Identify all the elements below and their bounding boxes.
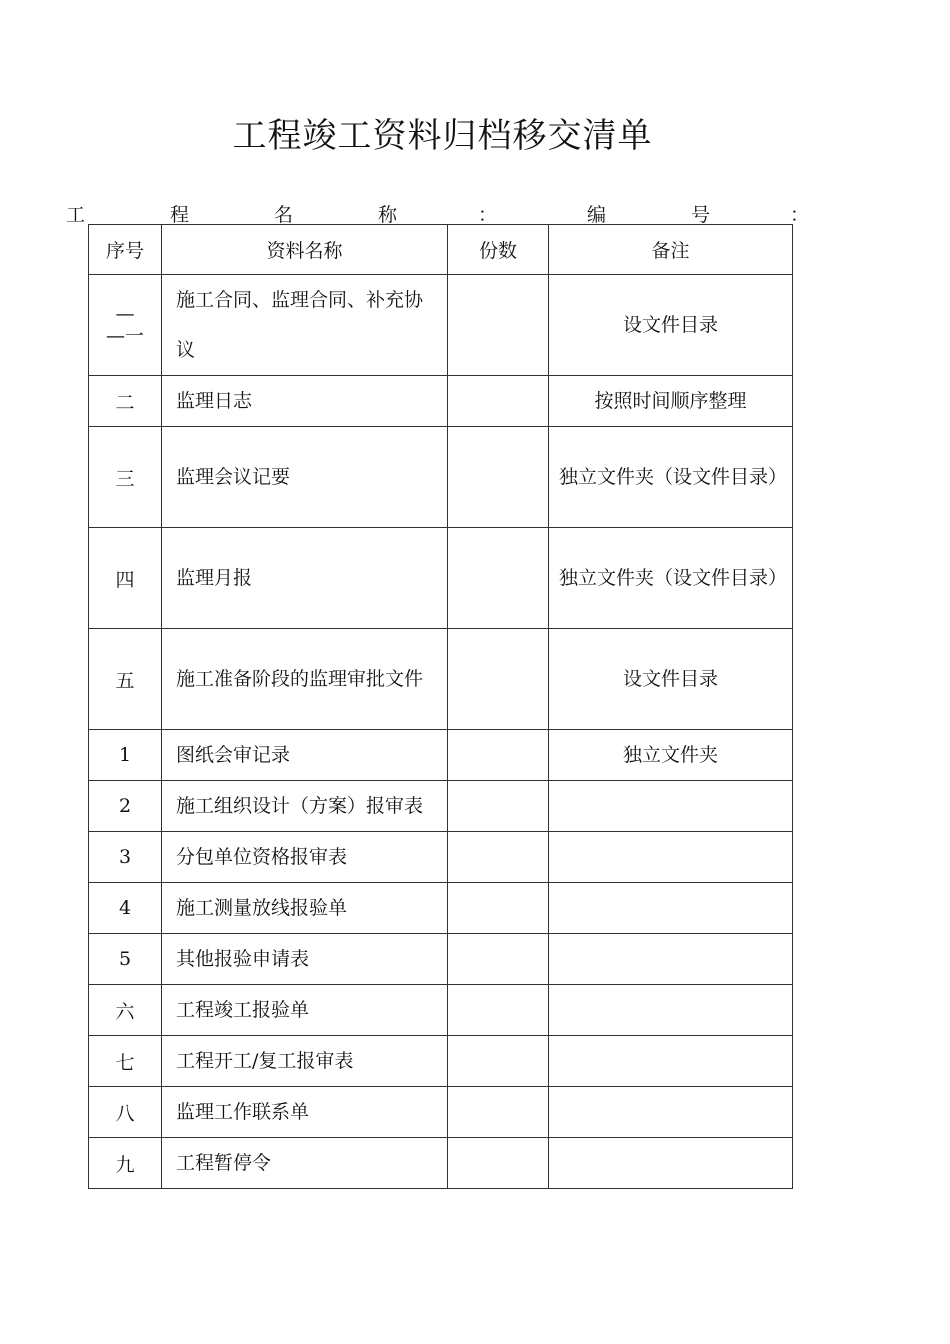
row-note — [549, 985, 793, 1036]
table-row — [89, 275, 793, 376]
row-seq: 5 — [89, 934, 162, 985]
header-note: 备注 — [549, 225, 793, 275]
row-name: 监理工作联系单 — [162, 1087, 448, 1138]
table-row — [89, 985, 793, 1036]
row-note: 设文件目录 — [549, 629, 793, 730]
row-count — [448, 376, 549, 427]
table-row — [89, 629, 793, 730]
table-row — [89, 1138, 793, 1189]
row-name: 工程开工/复工报审表 — [162, 1036, 448, 1087]
row-count — [448, 781, 549, 832]
row-seq: 二 — [89, 376, 162, 427]
archive-table — [88, 224, 793, 1189]
header-name: 资料名称 — [162, 225, 448, 275]
row-name: 监理会议记要 — [162, 427, 448, 528]
row-note: 独立文件夹（设文件目录） — [549, 427, 793, 528]
row-count — [448, 934, 549, 985]
row-count — [448, 528, 549, 629]
row-note — [549, 781, 793, 832]
info-char: 称 — [378, 204, 398, 226]
row-count — [448, 1138, 549, 1189]
row-seq: 三 — [89, 427, 162, 528]
row-count — [448, 730, 549, 781]
table-row — [89, 730, 793, 781]
row-count — [448, 629, 549, 730]
table-row — [89, 1036, 793, 1087]
row-seq: — —一 — [105, 303, 144, 347]
row-name: 图纸会审记录 — [162, 730, 448, 781]
row-note: 设文件目录 — [549, 275, 793, 376]
row-count — [448, 427, 549, 528]
row-note — [549, 1138, 793, 1189]
row-count — [448, 883, 549, 934]
table-row — [89, 781, 793, 832]
row-seq: 九 — [89, 1138, 162, 1189]
table-row — [89, 883, 793, 934]
row-seq: 六 — [89, 985, 162, 1036]
row-name: 施工合同、监理合同、补充协议 — [162, 275, 448, 376]
table-row — [89, 1087, 793, 1138]
row-count — [448, 1036, 549, 1087]
table-row — [89, 528, 793, 629]
table-row — [89, 376, 793, 427]
table-row — [89, 427, 793, 528]
row-seq: 四 — [89, 528, 162, 629]
row-count — [448, 1087, 549, 1138]
info-char: 编 — [587, 204, 607, 226]
row-name: 监理日志 — [162, 376, 448, 427]
row-count — [448, 832, 549, 883]
row-name: 其他报验申请表 — [162, 934, 448, 985]
row-note — [549, 1036, 793, 1087]
row-note — [549, 934, 793, 985]
row-count — [448, 985, 549, 1036]
row-seq: 八 — [89, 1087, 162, 1138]
row-note — [549, 1087, 793, 1138]
info-char: 工 — [66, 204, 86, 226]
table-row — [89, 832, 793, 883]
info-char: 名 — [274, 204, 294, 226]
row-seq: 五 — [89, 629, 162, 730]
row-name: 工程竣工报验单 — [162, 985, 448, 1036]
row-seq: 2 — [89, 781, 162, 832]
row-note: 按照时间顺序整理 — [549, 376, 793, 427]
row-name: 监理月报 — [162, 528, 448, 629]
row-note: 独立文件夹（设文件目录） — [549, 528, 793, 629]
row-note: 独立文件夹 — [549, 730, 793, 781]
row-note — [549, 832, 793, 883]
info-char: ： — [478, 204, 498, 226]
info-char: 程 — [170, 204, 190, 226]
page-title: 工程竣工资料归档移交清单 — [232, 116, 653, 156]
row-name: 分包单位资格报审表 — [162, 832, 448, 883]
row-seq: 七 — [89, 1036, 162, 1087]
table-row — [89, 934, 793, 985]
row-name: 施工测量放线报验单 — [162, 883, 448, 934]
info-char: 号 — [691, 204, 711, 226]
row-note — [549, 883, 793, 934]
info-char: ： — [790, 204, 810, 226]
row-name: 施工组织设计（方案）报审表 — [162, 781, 448, 832]
row-name: 工程暂停令 — [162, 1138, 448, 1189]
row-seq: 4 — [89, 883, 162, 934]
header-seq: 序号 — [89, 225, 162, 275]
header-count: 份数 — [448, 225, 549, 275]
row-seq: 1 — [89, 730, 162, 781]
row-name: 施工准备阶段的监理审批文件 — [162, 629, 448, 730]
row-seq: 3 — [89, 832, 162, 883]
row-count — [448, 275, 549, 376]
